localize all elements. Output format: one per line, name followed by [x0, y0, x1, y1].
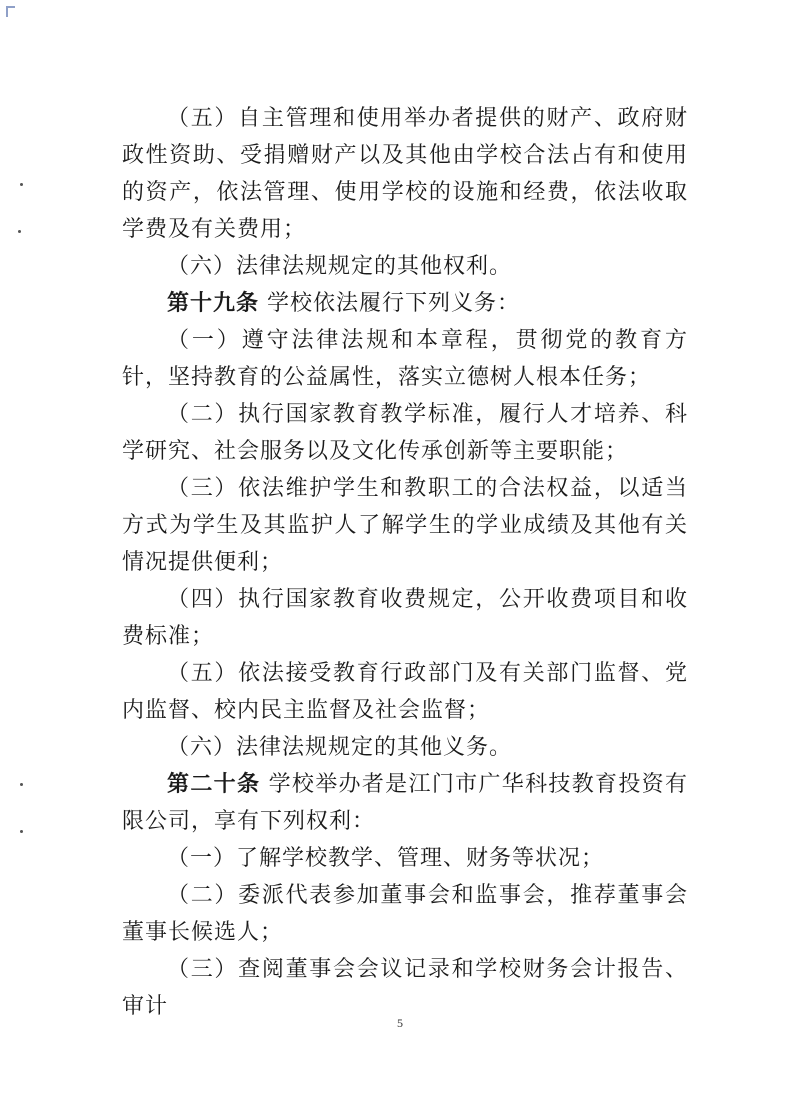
paragraph-text: （二）执行国家教育教学标准，履行人才培养、科学研究、社会服务以及文化传承创新等主要职能；	[122, 402, 688, 464]
paragraph-text: （六）法律法规规定的其他义务。	[167, 735, 513, 760]
paragraph-text: （一）遵守法律法规和本章程，贯彻党的教育方针，坚持教育的公益属性，落实立德树人根本任务；	[122, 328, 688, 390]
paragraph	[122, 877, 688, 951]
scan-speck	[20, 183, 23, 186]
paragraph-text: （五）依法接受教育行政部门及有关部门监督、党内监督、校内民主监督及社会监督；	[122, 661, 688, 723]
paragraph	[122, 396, 688, 470]
paragraph-text: （五）自主管理和使用举办者提供的财产、政府财政性资助、受捐赠财产以及其他由学校合法占有和使用的资产，依法管理、使用学校的设施和经费，依法收取学费及有关费用；	[122, 106, 688, 242]
article-heading: 第二十条	[167, 771, 261, 797]
paragraph	[122, 285, 688, 322]
paragraph	[122, 840, 688, 877]
scan-speck	[20, 830, 23, 833]
paragraph	[122, 248, 688, 285]
paragraph-text: （四）执行国家教育收费规定，公开收费项目和收费标准；	[122, 587, 688, 649]
paragraph	[122, 470, 688, 581]
body-text	[122, 100, 688, 1025]
paragraph	[122, 951, 688, 1025]
paragraph	[122, 729, 688, 766]
scan-speck	[18, 230, 21, 233]
scan-speck	[20, 783, 23, 786]
paragraph-text: （三）依法维护学生和教职工的合法权益，以适当方式为学生及其监护人了解学生的学业成绩及其他有关情况提供便利；	[122, 476, 688, 575]
paragraph-text: 学校举办者是江门市广华科技教育投资有限公司，享有下列权利：	[122, 772, 688, 834]
paragraph	[122, 581, 688, 655]
paragraph-text: （二）委派代表参加董事会和监事会，推荐董事会董事长候选人；	[122, 883, 688, 945]
paragraph-text: （三）查阅董事会会议记录和学校财务会计报告、审计	[122, 957, 688, 1019]
scan-corner-mark	[6, 6, 15, 17]
paragraph	[122, 655, 688, 729]
paragraph	[122, 100, 688, 248]
article-heading: 第十九条	[167, 290, 260, 316]
page-number: 5	[397, 1016, 403, 1030]
paragraph-text: （一）了解学校教学、管理、财务等状况；	[167, 846, 605, 871]
paragraph	[122, 766, 688, 840]
paragraph	[122, 322, 688, 396]
paragraph-text: 学校依法履行下列义务：	[259, 291, 521, 316]
paragraph-text: （六）法律法规规定的其他权利。	[167, 254, 513, 279]
